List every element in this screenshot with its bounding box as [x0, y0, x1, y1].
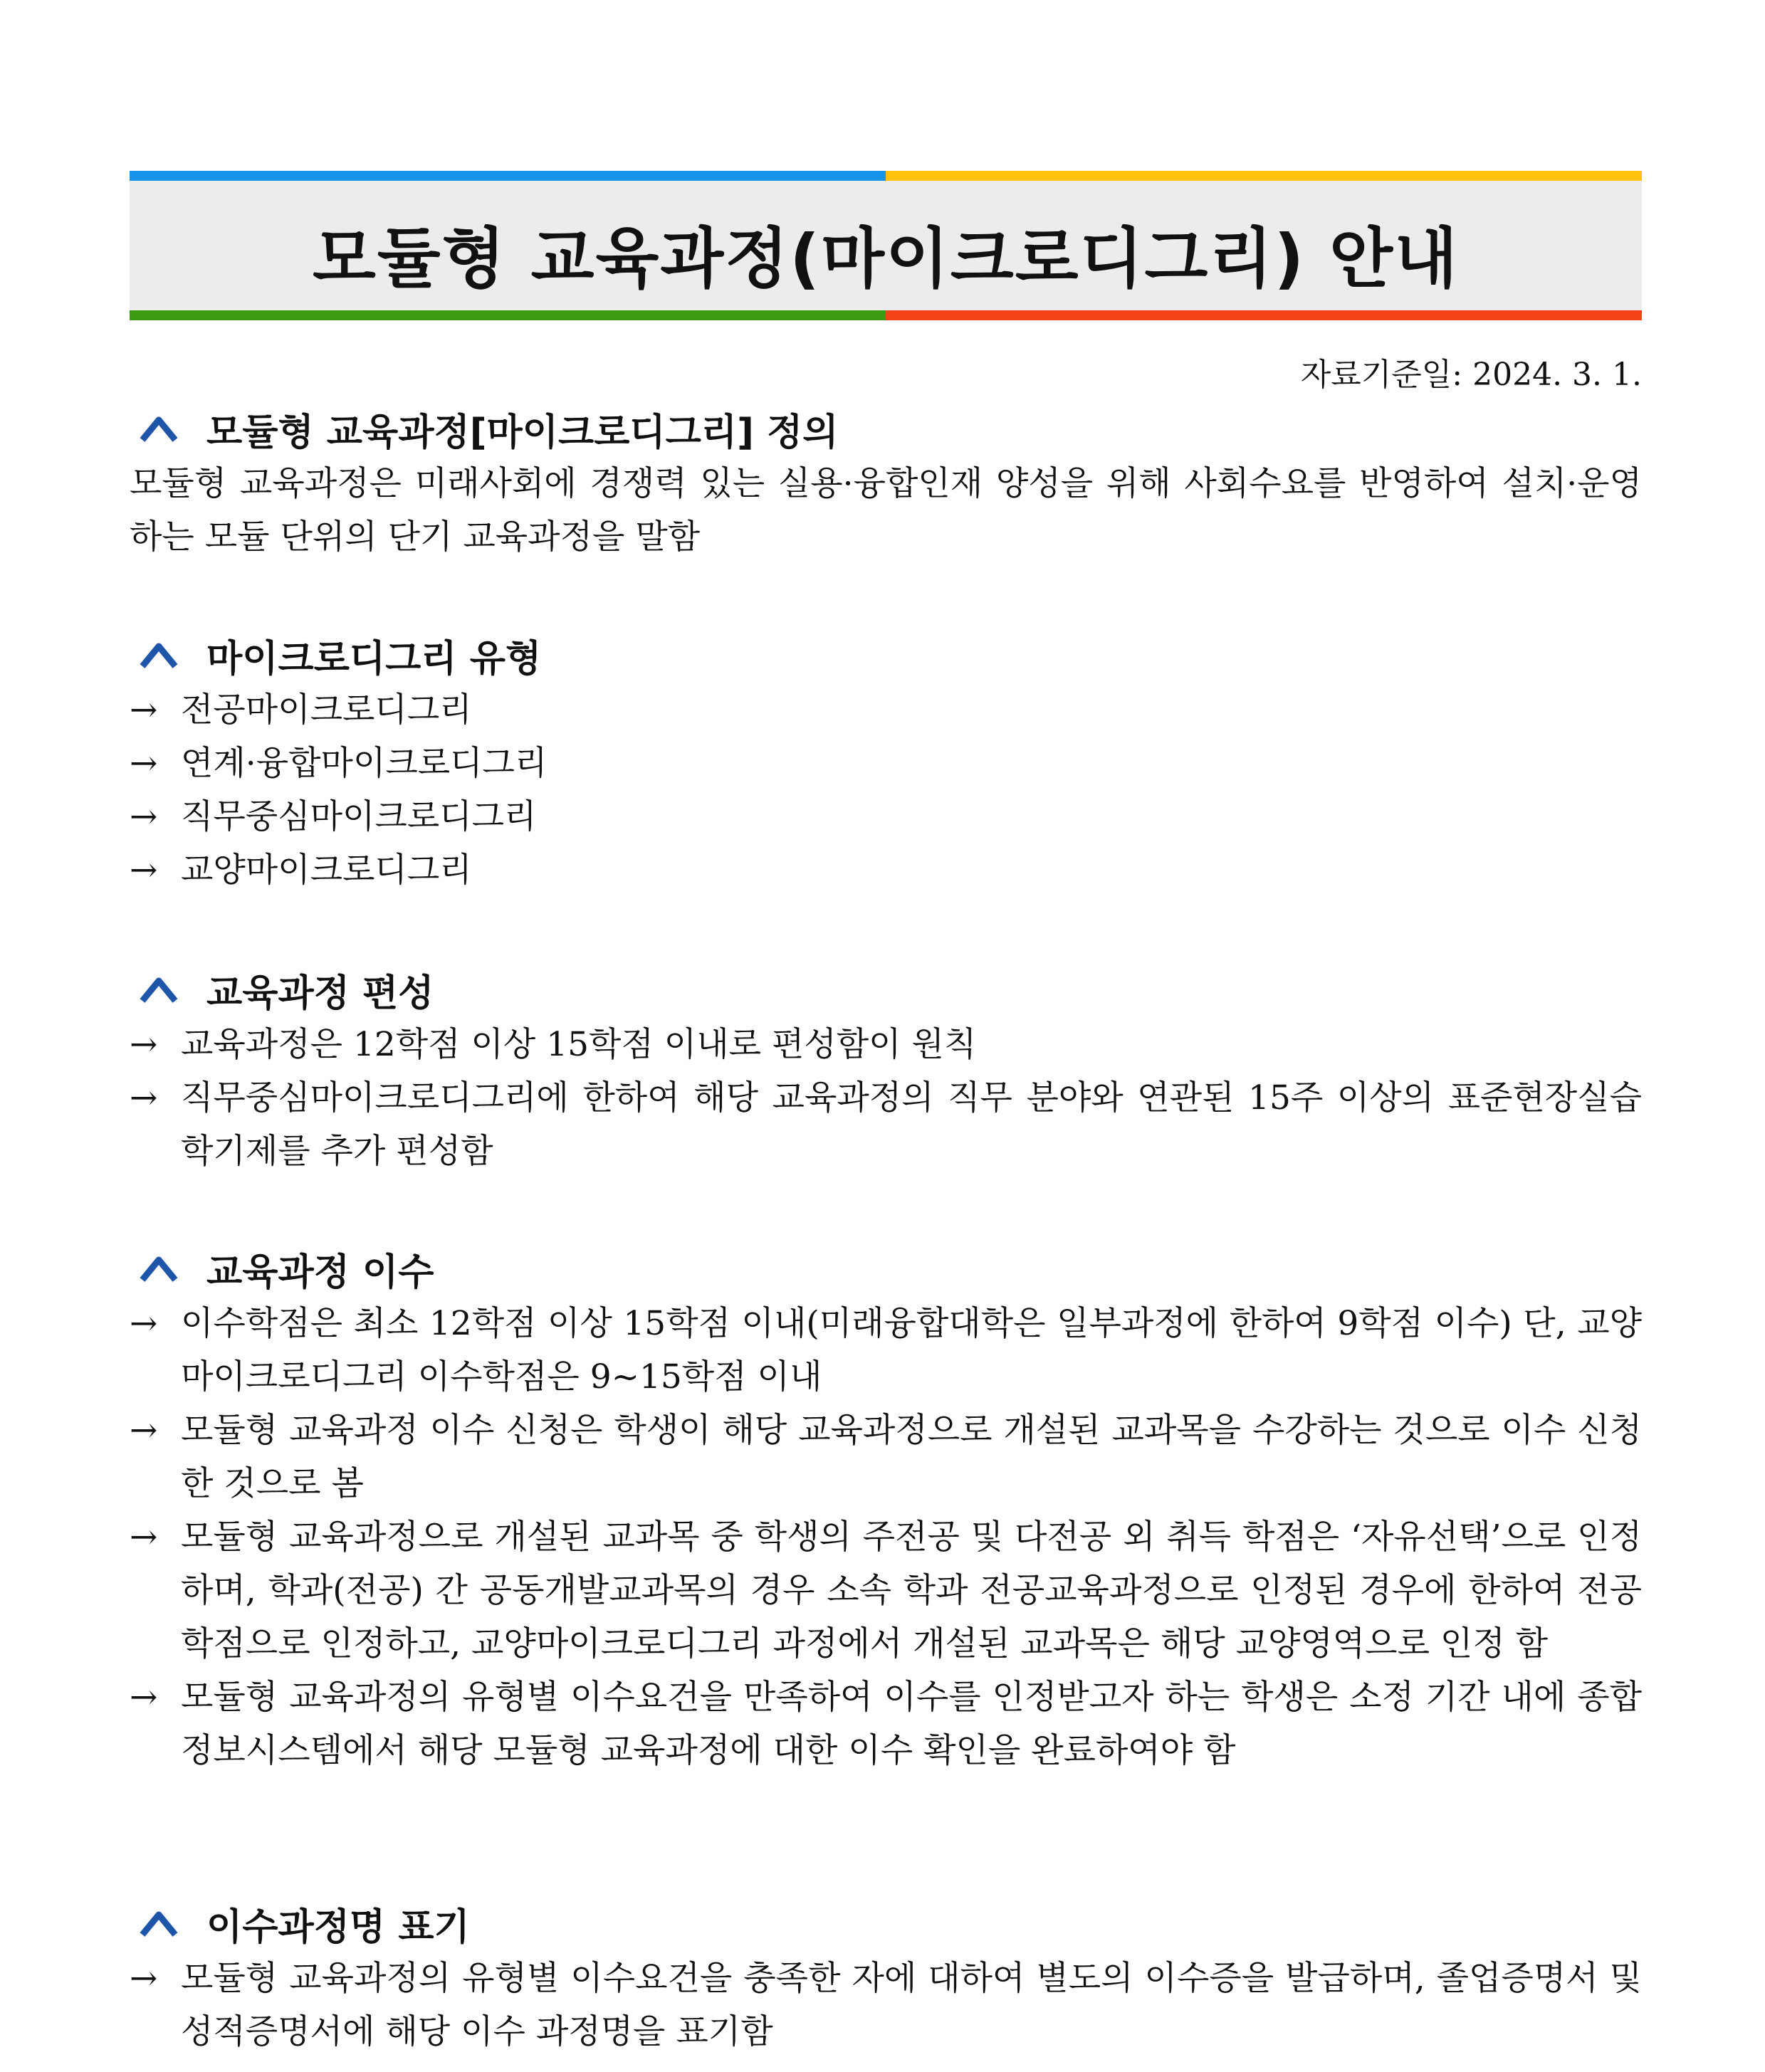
- section-heading: [130, 961, 1642, 1018]
- section-heading-text: 모듈형 교육과정[마이크로디그리] 정의: [206, 411, 839, 454]
- list-item-text: 모듈형 교육과정으로 개설된 교과목 중 학생의 주전공 및 다전공 외 취득 학점은 ‘자유선택’으로 인정하며, 학과(전공) 간 공동개발교과목의 경우 소속 학과 전공교육과정으로 인정된 경우에 한하여 전공학점으로 인정하고, 교양마이크로디그리 과정에서 개설된 교과목은 해당 교양영역으로 인정 함: [181, 1518, 1642, 1663]
- list-item: [130, 1071, 1642, 1178]
- list-item: [130, 1018, 1642, 1071]
- document-page: [130, 171, 1642, 2051]
- title-top-color-bar: [130, 171, 1642, 181]
- list-item: [130, 790, 1642, 843]
- caret-up-icon: [138, 975, 179, 1004]
- section-completion: [130, 1240, 1642, 1777]
- arrow-icon: →: [130, 1959, 158, 1998]
- list-item-text: 모듈형 교육과정 이수 신청은 학생이 해당 교육과정으로 개설된 교과목을 수강하는 것으로 이수 신청한 것으로 봄: [181, 1411, 1642, 1503]
- title-bottom-color-bar: [130, 310, 1642, 320]
- page-title: 모듈형 교육과정(마이크로디그리) 안내: [312, 221, 1460, 297]
- section-definition: [130, 400, 1642, 564]
- arrow-icon: →: [130, 1304, 158, 1343]
- definition-paragraph: 모듈형 교육과정은 미래사회에 경쟁력 있는 실용·융합인재 양성을 위해 사회수요를 반영하여 설치·운영하는 모듈 단위의 단기 교육과정을 말함: [130, 464, 1642, 557]
- section-heading: [130, 400, 1642, 457]
- section-heading: [130, 1240, 1642, 1297]
- section-notation: [130, 1895, 1642, 2058]
- caret-up-icon: [138, 1909, 179, 1937]
- list-item: [130, 737, 1642, 790]
- section-types: [130, 626, 1642, 897]
- caret-up-icon: [138, 641, 179, 669]
- title-banner: [130, 171, 1642, 320]
- list-item-text: 전공마이크로디그리: [181, 690, 472, 730]
- arrow-icon: →: [130, 1078, 158, 1117]
- section-heading-text: 이수과정명 표기: [206, 1905, 470, 1949]
- list-item: [130, 843, 1642, 897]
- list-item: [130, 1404, 1642, 1510]
- reference-date: 자료기준일: 2024. 3. 1.: [1300, 357, 1642, 393]
- list-item-text: 모듈형 교육과정의 유형별 이수요건을 충족한 자에 대하여 별도의 이수증을 발급하며, 졸업증명서 및 성적증명서에 해당 이수 과정명을 표기함: [181, 1959, 1642, 2051]
- arrow-icon: →: [130, 1411, 158, 1450]
- section-heading: [130, 1895, 1642, 1952]
- list-item-text: 모듈형 교육과정의 유형별 이수요건을 만족하여 이수를 인정받고자 하는 학생은 소정 기간 내에 종합정보시스템에서 해당 모듈형 교육과정에 대한 이수 확인을 완료하여야 함: [181, 1678, 1642, 1770]
- list-item: [130, 1297, 1642, 1404]
- arrow-icon: →: [130, 1678, 158, 1717]
- section-heading-text: 교육과정 편성: [206, 972, 434, 1015]
- arrow-icon: →: [130, 744, 158, 783]
- list-item: [130, 683, 1642, 737]
- section-heading-text: 교육과정 이수: [206, 1251, 434, 1294]
- list-item-text: 교육과정은 12학점 이상 15학점 이내로 편성함이 원칙: [181, 1025, 977, 1064]
- section-heading-text: 마이크로디그리 유형: [206, 637, 542, 680]
- list-item-text: 연계·융합마이크로디그리: [181, 744, 548, 783]
- arrow-icon: →: [130, 690, 158, 730]
- list-item: [130, 1510, 1642, 1671]
- caret-up-icon: [138, 414, 179, 443]
- arrow-icon: →: [130, 1518, 158, 1557]
- list-item-text: 교양마이크로디그리: [181, 851, 472, 890]
- list-item: [130, 1671, 1642, 1777]
- list-item-text: 직무중심마이크로디그리: [181, 797, 537, 836]
- list-item-text: 직무중심마이크로디그리에 한하여 해당 교육과정의 직무 분야와 연관된 15주 이상의 표준현장실습학기제를 추가 편성함: [181, 1078, 1642, 1171]
- list-item: [130, 1952, 1642, 2058]
- caret-up-icon: [138, 1254, 179, 1283]
- section-composition: [130, 961, 1642, 1178]
- section-heading: [130, 626, 1642, 683]
- arrow-icon: →: [130, 1025, 158, 1064]
- list-item-text: 이수학점은 최소 12학점 이상 15학점 이내(미래융합대학은 일부과정에 한하여 9학점 이수) 단, 교양마이크로디그리 이수학점은 9~15학점 이내: [181, 1304, 1642, 1397]
- arrow-icon: →: [130, 797, 158, 836]
- arrow-icon: →: [130, 851, 158, 890]
